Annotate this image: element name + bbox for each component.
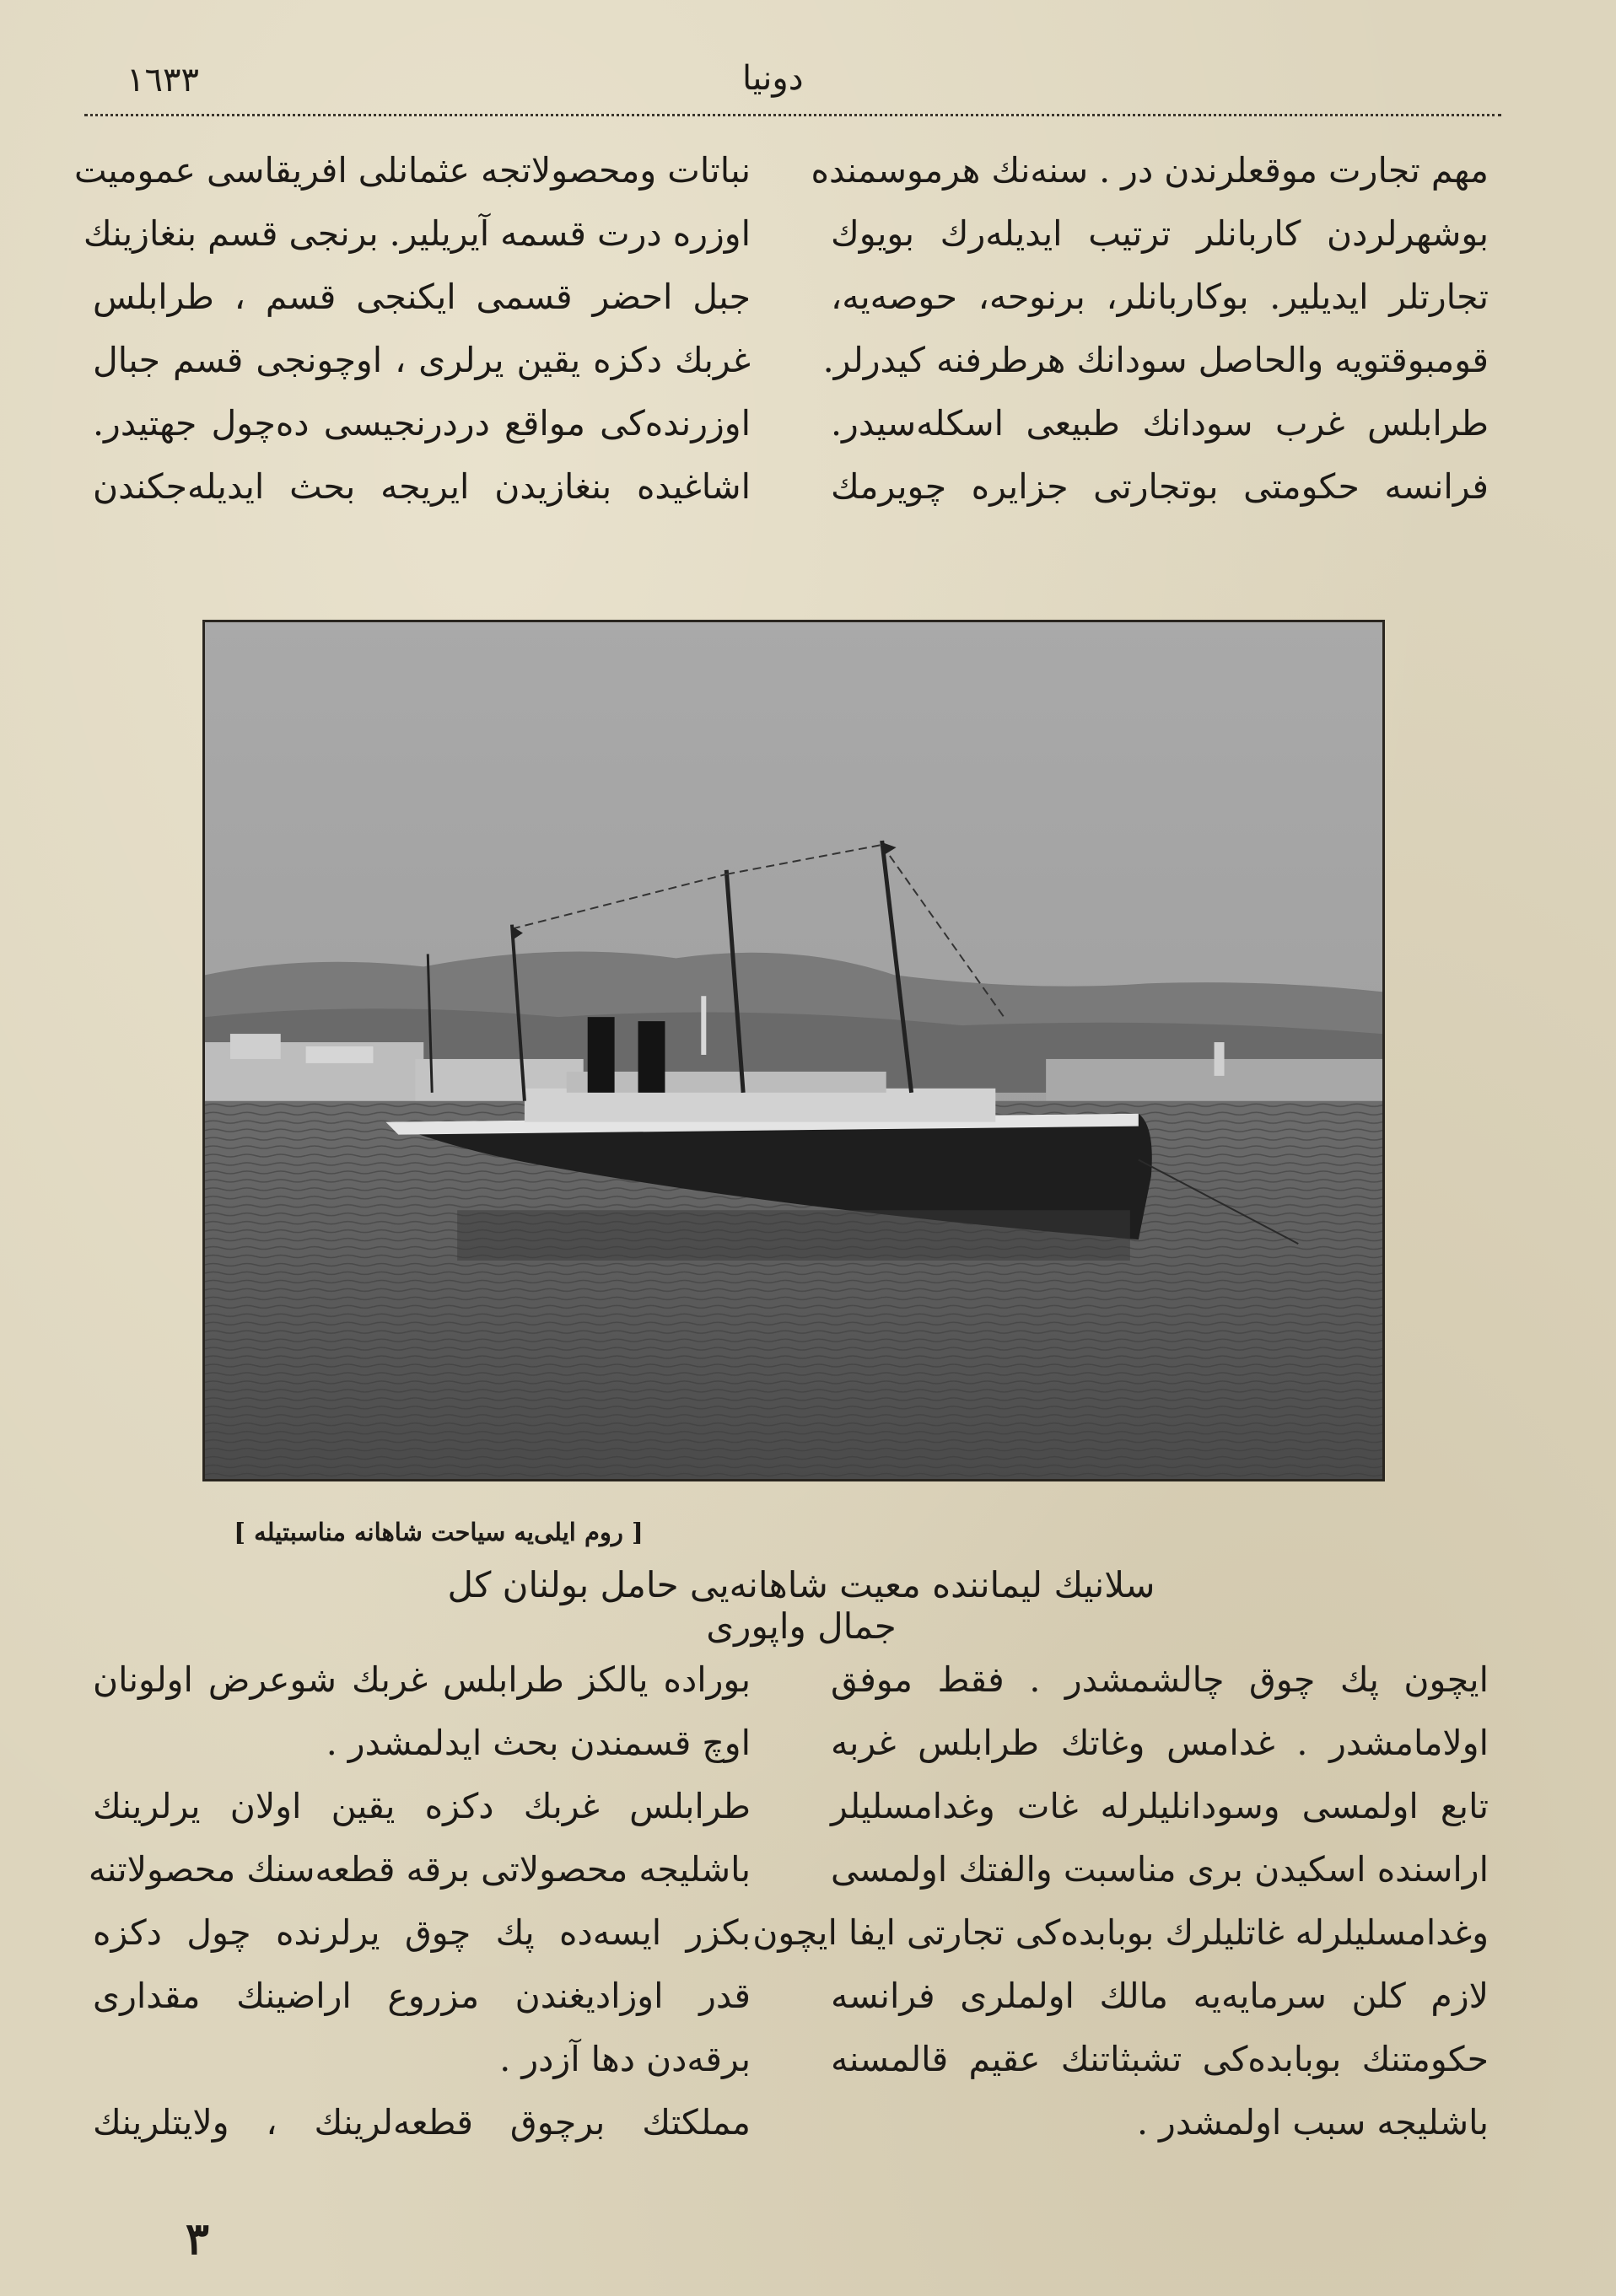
text-line: اراسنده اسکیدن بری مناسبت والفتك اولمسی — [831, 1849, 1489, 1890]
text-line: برقه‌دن دها آزدر . — [499, 2039, 751, 2079]
text-line: فرانسه حکومتی بوتجارتی جزایره چویرمك — [831, 466, 1489, 507]
text-line: تابع اولمسی وسودانلیلرله غات وغدامسلیلر — [831, 1786, 1489, 1826]
steamship-photo — [202, 620, 1385, 1481]
text-line: اولامامشدر . غدامس وغاتك طرابلس غربه — [831, 1723, 1489, 1763]
signature-number: ٣ — [186, 2213, 209, 2265]
text-line: لازم کلن سرمایه‌یه مالك اولملری فرانسه — [831, 1976, 1489, 2016]
text-line: وغدامسلیلرله غاتلیلرك بوبابده‌کی تجارتی ایفا ایچون — [752, 1912, 1489, 1953]
text-line: نباتات ومحصولاتجه عثمانلی افریقاسی عمومیت — [73, 150, 751, 191]
text-line: بوشهرلردن کاربانلر ترتیب ایدیله‌رك بویوك — [831, 213, 1489, 254]
text-column-top-right — [811, 139, 1489, 519]
header-divider — [84, 114, 1501, 116]
text-line: طرابلس غرب سودانك طبیعی اسکله‌سیدر. — [831, 403, 1489, 444]
text-line: باشلیجه محصولاتی برقه قطعه‌سنك محصولاتنه — [88, 1849, 751, 1890]
text-line: ایچون پك چوق چالشمشدر . فقط موفق — [831, 1659, 1489, 1700]
text-line: قومبوقتویه والحاصل سودانك هرطرفنه کیدرلر. — [822, 340, 1489, 380]
photo-caption-note: [ روم ایلی‌یه سیاحت شاهانه مناسبتیله ] — [234, 1518, 644, 1546]
text-line: اوزرنده‌کی مواقع دردرنجیسی ده‌چول جهتیدر. — [93, 403, 751, 444]
text-line: بکزر ایسه‌ده پك چوق یرلرنده چول دکزه — [93, 1912, 751, 1953]
text-line: مهم تجارت موقعلرندن در . سنه‌نك هرموسمنده — [811, 150, 1489, 191]
text-column-bottom-right — [752, 1648, 1489, 2154]
steamship-illustration — [205, 622, 1382, 1479]
text-column-top-left — [73, 139, 751, 519]
text-line: مملکتك برچوق قطعه‌لرینك ، ولایتلرینك — [93, 2102, 751, 2143]
text-column-bottom-left — [88, 1648, 751, 2154]
text-line: اشاغیده بنغازیدن ایریجه بحث ایدیله‌جکندن — [93, 466, 751, 507]
text-line: باشلیجه سبب اولمشدر . — [1136, 2102, 1489, 2143]
running-title: دونیا — [742, 59, 804, 98]
text-line: اوزره درت قسمه آیریلیر. برنجی قسم بنغازینك — [83, 213, 751, 254]
text-line: تجارتلر ایدیلیر. بوکاربانلر، برنوحه، حوصه‌یه، — [831, 277, 1489, 317]
photo-caption-title: سلانیك لیماننده معیت شاهانه‌یی حامل بولنان کل جمال واپوری — [447, 1564, 1155, 1647]
page-number: ١٦٣٣ — [127, 61, 199, 99]
text-line: جبل احضر قسمی ایکنجی قسم ، طرابلس — [93, 277, 751, 317]
text-line: حکومتنك بوبابده‌کی تشبثاتنك عقیم قالمسنه — [831, 2039, 1489, 2079]
text-line: طرابلس غربك دکزه یقین اولان یرلرینك — [93, 1786, 751, 1826]
text-line: بوراده یالکز طرابلس غربك شوعرض اولونان — [93, 1659, 751, 1700]
text-line: اوچ قسمندن بحث ایدلمشدر . — [326, 1723, 751, 1763]
text-line: قدر اوزادیغندن مزروع اراضینك مقداری — [93, 1976, 751, 2016]
text-line: غربك دکزه یقین یرلری ، اوچونجی قسم جبال — [93, 340, 751, 380]
